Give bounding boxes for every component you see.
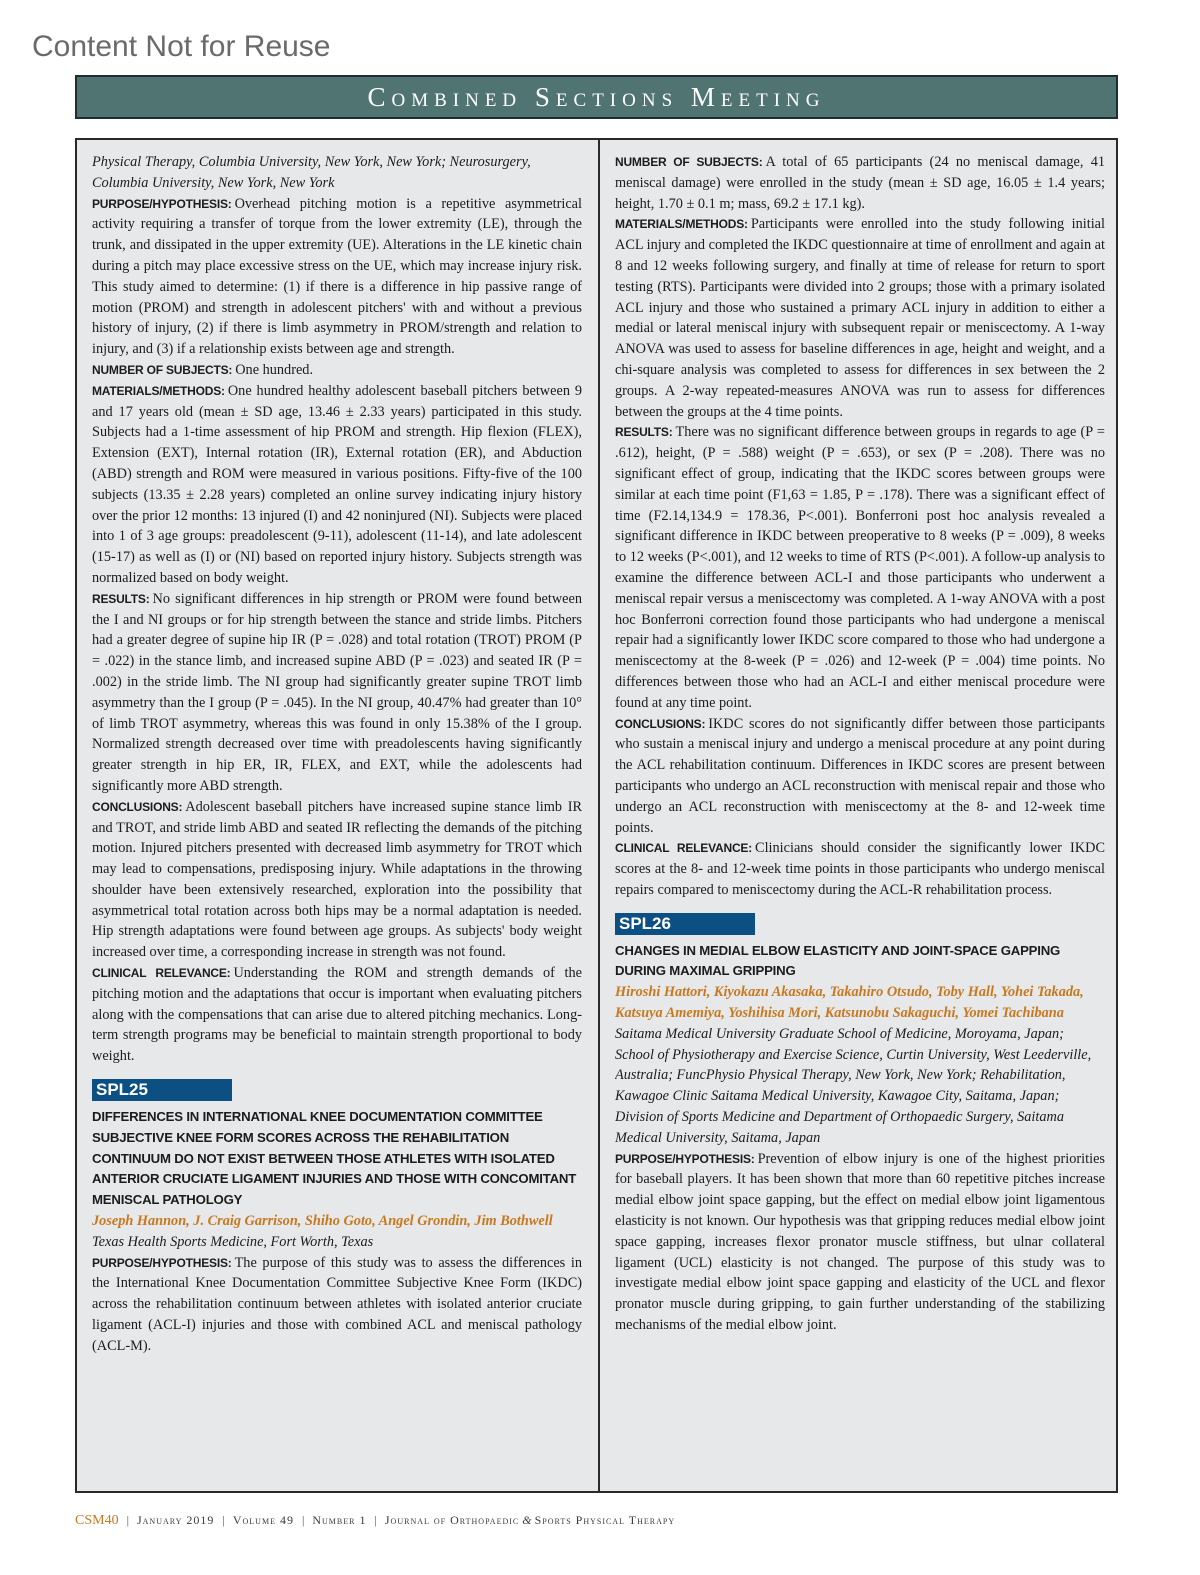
page-footer bbox=[75, 1513, 675, 1529]
left-conclusions bbox=[92, 797, 582, 963]
right-results bbox=[615, 422, 1105, 713]
footer-journal: Journal of Orthopaedic bbox=[384, 1513, 520, 1527]
footer-journal-cont: Sports Physical Therapy bbox=[534, 1513, 676, 1527]
section-label: PURPOSE/HYPOTHESIS: bbox=[92, 1255, 232, 1270]
affiliation-continued: Physical Therapy, Columbia University, New York, New York; Neurosurgery, Columbia University, New York, New York bbox=[92, 154, 531, 191]
section-text: Understanding the ROM and strength demands of the pitching motion and the adaptations that occur is important when evaluating pitchers along with the compensations that can arise due to altered pitching mechanics. Long-term strength programs may be beneficial to maintain strength proportional to body weight. bbox=[92, 965, 582, 1065]
section-label: CONCLUSIONS: bbox=[615, 716, 706, 731]
abstract-affiliation: Saitama Medical University Graduate School of Medicine, Moroyama, Japan; School of Physiotherapy and Exercise Science, Curtin University, West Leederville, Australia; FuncPhysio Physical Therapy, New York, New York; Rehabilitation, Kawagoe Clinic Saitama Medical University, Kawagoe City, Saitama, Japan; Division of Sports Medicine and Department of Orthopaedic Surgery, Saitama Medical University, Saitama, Japan bbox=[615, 1025, 1092, 1146]
section-text: No significant differences in hip strength or PROM were found between the I and NI groups or for hip strength between the stance and stride limbs. Pitchers had a greater degree of supine hip IR (P = .028) and total rotation (TROT) PROM (P = .022) in the stance limb, and increased supine ABD (P = .023) and seated IR (P = .002) in the stride limb. The NI group had significantly greater supine TROT limb asymmetry than the I group (P = .045). In the NI group, 40.47% had greater than 10° of limb TROT asymmetry, whereas this was found in only 15.38% of the I group. Normalized strength decreased over time with preadolescents having significantly greater strength in hip ER, IR, FLEX, and EXT, while the adolescents had significantly more ABD strength. bbox=[92, 590, 582, 794]
content-frame bbox=[75, 138, 1118, 1493]
abstract-id-badge: SPL26 bbox=[615, 913, 755, 935]
left-subjects bbox=[92, 360, 582, 381]
abstract-purpose bbox=[92, 1253, 582, 1357]
section-banner bbox=[75, 75, 1118, 119]
footer-separator: | bbox=[374, 1513, 377, 1527]
section-label: NUMBER OF SUBJECTS: bbox=[92, 362, 233, 377]
footer-separator: | bbox=[126, 1513, 129, 1527]
footer-ampersand: & bbox=[522, 1513, 532, 1527]
section-text: Clinicians should consider the significantly lower IKDC scores at the 8- and 12-week time points in those participants who undergo meniscal repairs compared to meniscectomy during the ACL-R rehabilitation process. bbox=[615, 840, 1105, 898]
section-text: A total of 65 participants (24 no meniscal damage, 41 meniscal damage) were enrolled in the study (mean ± SD age, 16.05 ± 1.4 years; height, 1.70 ± 0.1 m; mass, 69.2 ± 17.1 kg). bbox=[615, 154, 1105, 212]
abstract-authors: Hiroshi Hattori, Kiyokazu Akasaka, Takahiro Otsudo, Toby Hall, Yohei Takada, Katsuya Amemiya, Yoshihisa Mori, Katsunobu Sakaguchi, Yomei Tachibana bbox=[615, 984, 1084, 1022]
section-label: CONCLUSIONS: bbox=[92, 799, 183, 814]
abstract-authors: Joseph Hannon, J. Craig Garrison, Shiho Goto, Angel Grondin, Jim Bothwell bbox=[92, 1213, 553, 1230]
section-label: RESULTS: bbox=[615, 425, 673, 440]
section-text: IKDC scores do not significantly differ between those participants who sustain a meniscal injury and undergo a meniscal procedure at any point during the ACL rehabilitation continuum. Differences in IKDC scores are present between participants who undergo an ACL reconstruction with meniscal repair and those who undergo an ACL reconstruction with meniscectomy at the 8- and 12-week time points. bbox=[615, 715, 1105, 836]
abstract-title: DIFFERENCES IN INTERNATIONAL KNEE DOCUMENTATION COMMITTEE SUBJECTIVE KNEE FORM SCORES ACROSS THE REHABILITATION CONTINUUM DO NOT EXIST BETWEEN THOSE ATHLETES WITH ISOLATED ANTERIOR CRUCIATE LIGAMENT INJURIES AND THOSE WITH CONCOMITANT MENISCAL PATHOLOGY bbox=[92, 1109, 577, 1208]
right-methods bbox=[615, 214, 1105, 422]
abstract-affiliation: Texas Health Sports Medicine, Fort Worth, Texas bbox=[92, 1233, 374, 1250]
section-text: There was no significant difference between groups in regards to age (P = .612), height, (P = .588) weight (P = .653), or sex (P = .208). There was no significant effect of group, indicating that the IKDC scores between groups were similar at each time point (F1,63 = 1.85, P = .178). There was a significant effect of time (F2.14,134.9 = 178.36, P<.001). Bonferroni post hoc analysis revealed a significant difference in IKDC between preoperative to 8 weeks (P = .009), 8 weeks to 12 weeks (P<.001), and 12 weeks to time of RTS (P<.001). A follow-up analysis to examine the difference between ACL-I and those participants who underwent a meniscal repair versus a meniscectomy was completed. A 1-way ANOVA with a post hoc Bonferroni correction found those participants who had undergone a meniscal repair had a significantly lower IKDC score compared to those who had undergone a meniscectomy at the 8-week (P = .026) and 12-week (P = .004) time points. No differences between those who had an ACL-I and either meniscal procedure were found at any time point. bbox=[615, 424, 1105, 711]
right-clinical-relevance bbox=[615, 838, 1105, 900]
footer-date: January 2019 bbox=[136, 1513, 215, 1527]
section-label: NUMBER OF SUBJECTS: bbox=[615, 155, 763, 169]
left-column bbox=[92, 152, 582, 1482]
section-text: Prevention of elbow injury is one of the highest priorities for baseball players. It has been shown that more than 60 repetitive pitches increase medial elbow joint space gapping, but the effect on medial elbow joint ligamentous elasticity is not known. Our hypothesis was that gripping reduces medial elbow joint space gapping, increases flexor pronator muscle stiffness, but ulnar collateral ligament (UCL) elasticity is not changed. The purpose of this study was to investigate medial elbow joint space gapping and elasticity of the UCL and flexor pronator muscle during gripping, to gain further understanding of the stabilizing mechanisms of the medial elbow joint. bbox=[615, 1150, 1105, 1334]
section-text: Participants were enrolled into the study following initial ACL injury and completed the IKDC questionnaire at time of enrollment and again at 8 and 12 weeks following surgery, and finally at time of release for return to sport testing (RTS). Participants were divided into 2 groups; those with a primary isolated ACL injury and those who sustained a primary ACL injury in addition to either a medial or lateral meniscal injury with subsequent repair or meniscectomy. A 1-way ANOVA was used to assess for baseline differences in age, height and weight, and a chi-square analysis was completed to assess for differences in sex between the 2 groups. A 2-way repeated-measures ANOVA was run to assess for differences between the groups at the 4 time points. bbox=[615, 216, 1105, 420]
left-clinical-relevance bbox=[92, 963, 582, 1067]
section-label: CLINICAL RELEVANCE: bbox=[92, 966, 231, 981]
right-column bbox=[615, 152, 1105, 1482]
section-text: One hundred healthy adolescent baseball pitchers between 9 and 17 years old (mean ± SD age, 13.46 ± 2.33 years) participated in this study. Subjects had a 1-time assessment of hip PROM and strength. Hip flexion (FLEX), Extension (EXT), Internal rotation (IR), External rotation (ER), and Abduction (ABD) strength and ROM were measured in various positions. Fifty-five of the 100 subjects (13.35 ± 2.28 years) completed an online survey indicating injury history over the prior 12 months: 13 injured (I) and 42 noninjured (NI). Subjects were placed into 1 of 3 age groups: preadolescent (9-11), adolescent (11-14), and late adolescent (15-17) as well as (I) or (NI) based on reported injury history. Subjects strength was normalized based on body weight. bbox=[92, 382, 582, 586]
section-label: PURPOSE/HYPOTHESIS: bbox=[615, 1151, 755, 1166]
left-purpose bbox=[92, 194, 582, 360]
left-methods bbox=[92, 381, 582, 589]
section-label: RESULTS: bbox=[92, 591, 150, 606]
footer-separator: | bbox=[222, 1513, 225, 1527]
section-text: The purpose of this study was to assess the differences in the International Knee Documentation Committee Subjective Knee Form (IKDC) across the rehabilitation continuum between athletes with isolated anterior cruciate ligament (ACL-I) injuries and those with combined ACL and meniscal pathology (ACL-M). bbox=[92, 1254, 582, 1354]
column-divider bbox=[598, 140, 600, 1491]
section-text: One hundred. bbox=[235, 361, 314, 378]
section-label: MATERIALS/METHODS: bbox=[92, 383, 225, 398]
section-label: MATERIALS/METHODS: bbox=[615, 217, 748, 232]
section-label: CLINICAL RELEVANCE: bbox=[615, 841, 753, 856]
watermark: Content Not for Reuse bbox=[32, 30, 331, 63]
right-subjects bbox=[615, 152, 1105, 214]
abstract-id-badge: SPL25 bbox=[92, 1079, 232, 1101]
footer-separator: | bbox=[301, 1513, 305, 1527]
footer-number: Number 1 bbox=[312, 1513, 367, 1527]
abstract-title: CHANGES IN MEDIAL ELBOW ELASTICITY AND JOINT-SPACE GAPPING DURING MAXIMAL GRIPPING bbox=[615, 942, 1061, 979]
left-results bbox=[92, 589, 582, 797]
section-label: PURPOSE/HYPOTHESIS: bbox=[92, 196, 232, 211]
right-conclusions bbox=[615, 714, 1105, 839]
banner-title: Combined Sections Meeting bbox=[367, 81, 826, 112]
section-text: Overhead pitching motion is a repetitive asymmetrical activity requiring a transfer of torque from the lower extremity (LE), through the trunk, and dissipated in the upper extremity (UE). Alterations in the LE kinetic chain during a pitch may place excessive stress on the UE, which may increase injury risk. This study aimed to determine: (1) if there is a difference in hip passive range of motion (PROM) and strength in adolescent pitchers' with and without a previous history of injury, (2) if there is limb asymmetry in PROM/strength and relation to injury, and (3) if a relationship exists between age and strength. bbox=[92, 195, 582, 358]
section-text: Adolescent baseball pitchers have increased supine stance limb IR and TROT, and stride limb ABD and seated IR reflecting the demands of the pitching motion. Injured pitchers presented with decreased limb asymmetry for TROT which may lead to compensations, predisposing injury. While adaptations in the throwing shoulder have been extensively researched, exploration into the possibility that asymmetrical total rotation across both hips may be a normal adaptation is needed. Hip strength adaptations were found between age groups. As subjects' body weight increased over time, a corresponding increase in strength was not found. bbox=[92, 798, 582, 961]
page-number: CSM40 bbox=[75, 1513, 119, 1528]
footer-volume: Volume 49 bbox=[232, 1513, 294, 1527]
abstract-purpose bbox=[615, 1149, 1105, 1336]
